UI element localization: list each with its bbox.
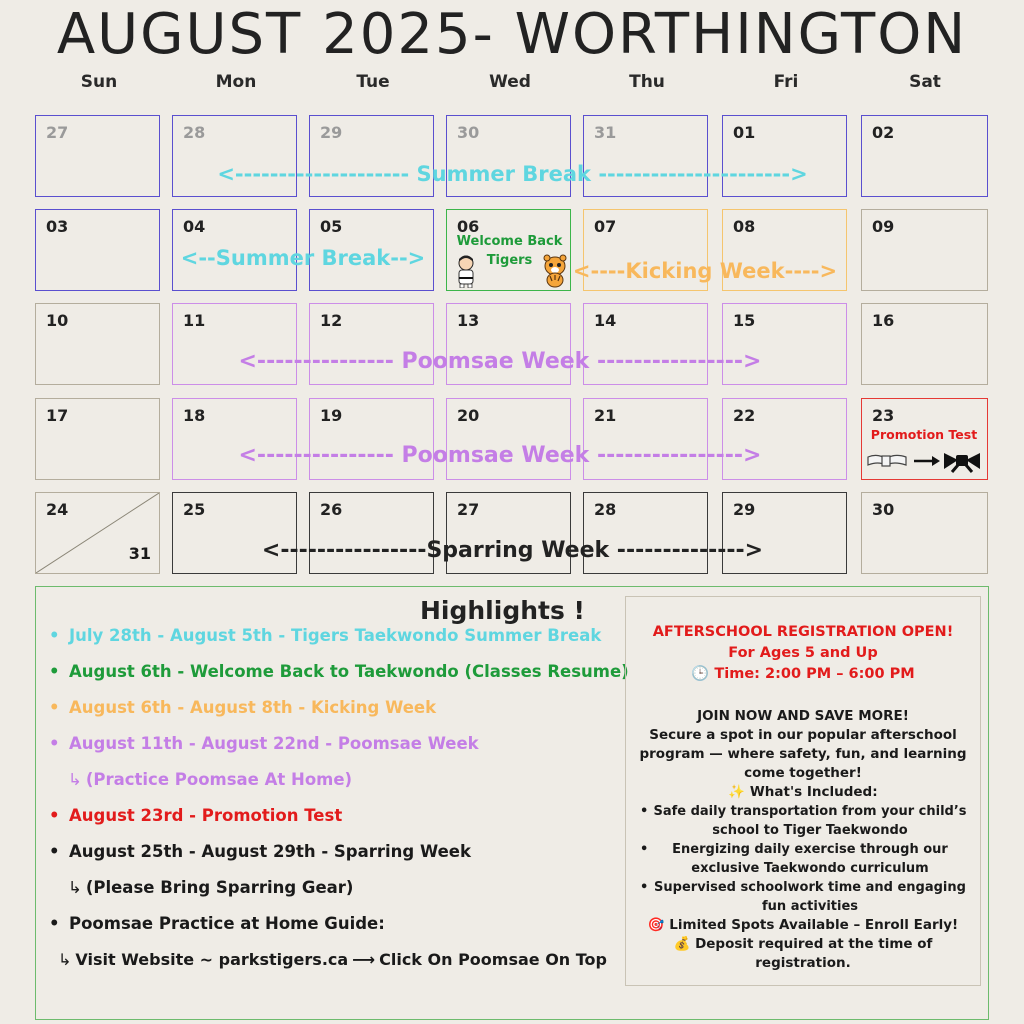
highlights-title: Highlights !: [420, 596, 585, 625]
day-number: 26: [320, 500, 343, 519]
highlight-subitem: ↳ (Please Bring Sparring Gear): [68, 878, 354, 897]
day-number: 01: [733, 123, 756, 142]
registration-desc: come together!: [744, 765, 862, 781]
day-number: 18: [183, 406, 206, 425]
day-cell: [35, 209, 160, 291]
day-number: 19: [320, 406, 343, 425]
day-number: 20: [457, 406, 480, 425]
registration-desc: program — where safety, fun, and learning: [639, 746, 967, 762]
highlight-website-line: ↳ Visit Website ~ parkstigers.ca ⟶ Click On Poomsae On Top: [58, 950, 607, 969]
registration-bullet: • Energizing daily exercise through our exclusive Taekwondo curriculum: [640, 842, 948, 876]
highlight-item: • August 11th - August 22nd - Poomsae Week: [49, 734, 479, 753]
day-number: 27: [46, 123, 69, 142]
registration-deposit: 💰 Deposit required at the time of registration.: [673, 936, 933, 971]
day-number: 25: [183, 500, 206, 519]
day-number: 30: [457, 123, 480, 142]
day-number: 13: [457, 311, 480, 330]
weekday-thu: Thu: [629, 72, 665, 92]
highlight-item: • August 25th - August 29th - Sparring Week: [49, 842, 471, 861]
page-title: AUGUST 2025- WORTHINGTON: [56, 2, 968, 67]
day-number-31: 31: [128, 544, 151, 563]
registration-limited: 🎯 Limited Spots Available – Enroll Early!: [647, 917, 959, 933]
turn-arrow-icon: ↳: [68, 878, 82, 897]
day-number: 12: [320, 311, 343, 330]
day-number: 28: [594, 500, 617, 519]
day-number: 31: [594, 123, 617, 142]
day-number: 03: [46, 217, 69, 236]
belt-promotion-icon: [866, 449, 984, 473]
right-arrow-icon: ⟶: [352, 950, 376, 969]
day-cell: [861, 492, 988, 574]
sparring-week-banner: <----------------Sparring Week -------------->: [261, 538, 764, 563]
weekday-wed: Wed: [489, 72, 531, 92]
day-number: 17: [46, 406, 69, 425]
highlight-subitem: ↳ (Practice Poomsae At Home): [68, 770, 353, 789]
day-number: 15: [733, 311, 756, 330]
registration-bullet: • Safe daily transportation from your child’s school to Tiger Taekwondo: [640, 804, 967, 838]
day-cell: [861, 303, 988, 385]
day-number: 14: [594, 311, 617, 330]
day-number: 10: [46, 311, 69, 330]
day-number: 21: [594, 406, 617, 425]
day-cell-split: [35, 492, 160, 574]
poomsae-week-banner-2: <--------------- Poomsae Week ---------------->: [238, 443, 762, 468]
day-cell-promotion: [861, 398, 988, 480]
day-cell: [861, 209, 988, 291]
registration-heading: AFTERSCHOOL REGISTRATION OPEN!: [652, 624, 954, 640]
day-number: 29: [733, 500, 756, 519]
registration-time: 🕒 Time: 2:00 PM – 6:00 PM: [691, 666, 915, 682]
day-number: 28: [183, 123, 206, 142]
weekday-fri: Fri: [773, 72, 799, 92]
day-number: 16: [872, 311, 895, 330]
weekday-mon: Mon: [215, 72, 257, 92]
registration-bullet: • Supervised schoolwork time and engaging fun activities: [640, 880, 966, 914]
day-cell: [35, 115, 160, 197]
website-link[interactable]: Visit Website ~ parkstigers.ca: [75, 950, 349, 969]
highlight-item: • August 6th - August 8th - Kicking Week: [49, 698, 437, 717]
day-cell-welcome-back: [446, 209, 571, 291]
weekday-sat: Sat: [909, 72, 941, 92]
summer-break-banner-2: <--Summer Break-->: [180, 246, 426, 270]
day-number: 09: [872, 217, 895, 236]
welcome-back-line-1: Welcome Back: [456, 234, 563, 249]
registration-desc: Secure a spot in our popular afterschool: [649, 727, 957, 743]
registration-included: ✨ What's Included:: [728, 784, 878, 800]
day-number: 05: [320, 217, 343, 236]
turn-arrow-icon: ↳: [68, 770, 82, 789]
weekday-tue: Tue: [356, 72, 390, 92]
day-number: 22: [733, 406, 756, 425]
day-number: 11: [183, 311, 206, 330]
day-number: 04: [183, 217, 206, 236]
day-number: 08: [733, 217, 756, 236]
registration-ages: For Ages 5 and Up: [728, 645, 878, 661]
student-icon: [453, 254, 479, 288]
highlight-item: • July 28th - August 5th - Tigers Taekwondo Summer Break: [49, 626, 602, 645]
day-cell: [35, 303, 160, 385]
day-cell: [35, 398, 160, 480]
turn-arrow-icon: ↳: [58, 950, 72, 969]
day-cell: [861, 115, 988, 197]
day-number: 07: [594, 217, 617, 236]
day-number: 29: [320, 123, 343, 142]
day-number: 23: [872, 406, 895, 425]
highlight-item: • August 23rd - Promotion Test: [49, 806, 343, 825]
weekday-sun: Sun: [80, 72, 118, 92]
day-number: 02: [872, 123, 895, 142]
highlight-item: • August 6th - Welcome Back to Taekwondo (Classes Resume): [49, 662, 629, 681]
poomsae-week-banner: <--------------- Poomsae Week ---------------->: [238, 349, 762, 374]
kicking-week-banner: <----Kicking Week---->: [572, 259, 838, 283]
summer-break-banner: <-------------------- Summer Break ---------------------->: [217, 162, 808, 186]
day-number: 06: [457, 217, 480, 236]
day-number: 24: [46, 500, 69, 519]
promotion-test-label: Promotion Test: [870, 427, 978, 442]
day-number: 30: [872, 500, 895, 519]
registration-join: JOIN NOW AND SAVE MORE!: [697, 708, 909, 724]
day-number: 27: [457, 500, 480, 519]
highlight-item: • Poomsae Practice at Home Guide:: [49, 914, 385, 933]
welcome-back-line-2: Tigers: [486, 253, 533, 268]
